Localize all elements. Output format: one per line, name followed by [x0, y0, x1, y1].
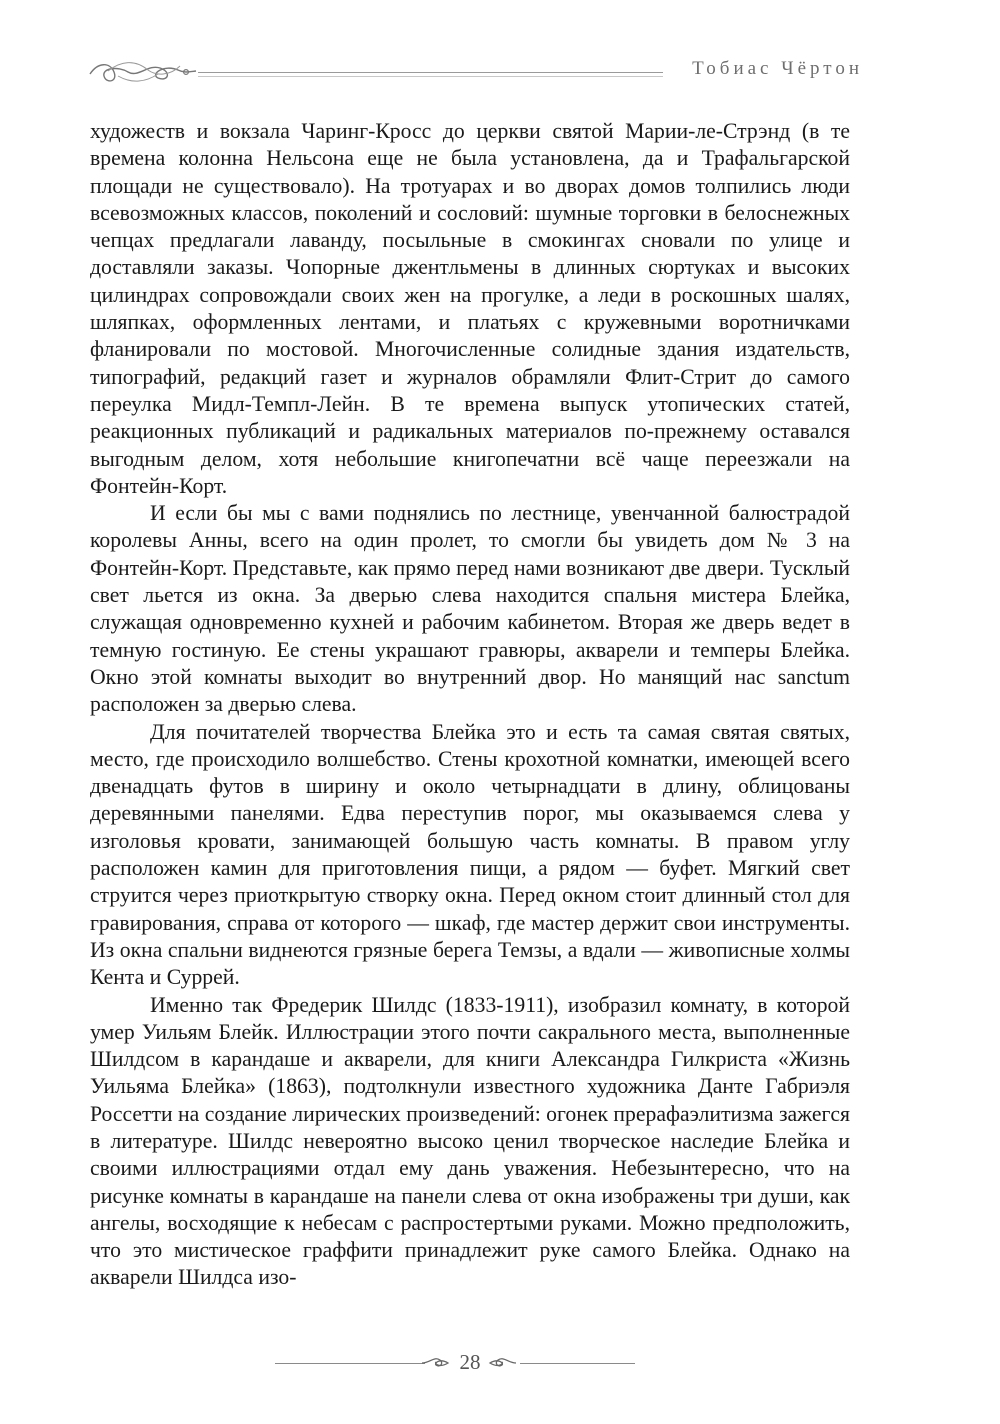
page-footer — [0, 1350, 1000, 1380]
footer-rule-right — [520, 1363, 635, 1364]
body-text — [90, 118, 850, 1292]
footer-rule-left — [275, 1363, 425, 1364]
running-header — [88, 52, 863, 92]
paragraph: Именно так Фредерик Шилдс (1833-1911), изобразил комнату, в которой умер Уильям Блейк. Иллюстрации этого почти сакрального места, выполненные Шилдсом в карандаше и акварели, для книги Александра Гилкриста «Жизнь Уильяма Блейка» (1863), подтолкнули известного художника Данте Габриэля Россетти на создание лирических произведений: огонек прерафаэлитизма зажегся в литературе. Шилдс невероятно высоко ценил творческое наследие Блейка и своими иллюстрациями отдал ему дань уважения. Небезынтересно, что на рисунке комнаты в карандаше на панели слева от окна изображены три души, как ангелы, восходящие к небесам с распростертыми руками. Можно предположить, что это мистическое граффити принадлежит руке самого Блейка. Однако на акварели Шилдса изо- — [90, 992, 850, 1290]
running-header-author: Тобиас Чёртон — [692, 58, 863, 79]
page-number: 28 — [459, 1350, 481, 1374]
paragraph: художеств и вокзала Чаринг-Кросс до церкви святой Марии-ле-Стрэнд (в те времена колонна Нельсона еще не была установлена, да и Трафальгарской площади не существовало). На тротуарах и во дворах домов толпились люди всевозможных классов, поколений и сословий: шумные торговки в белоснежных чепцах предлагали лаванду, посыльные в смокингах сновали по улице и доставляли заказы. Чопорные джентльмены в длинных сюртуках и высоких цилиндрах сопровождали своих жен на прогулке, а леди в роскошных шалях, шляпках, оформленных лентами, и платьях с кружевными воротничками фланировали по мостовой. Многочисленные солидные здания издательств, типографий, редакций газет и журналов обрамляли Флит-Стрит до самого переулка Мидл-Темпл-Лейн. В те времена выпуск утопических статей, реакционных публикаций и радикальных материалов по-прежнему оставался выгодным делом, хотя небольшие книгопечатни всё чаще переезжали на Фонтейн-Корт. — [90, 119, 850, 498]
flourish-ornament-icon — [88, 58, 198, 86]
header-rule — [198, 72, 663, 77]
footer-ornament-left-icon — [422, 1354, 450, 1374]
paragraph: И если бы мы с вами поднялись по лестнице, увенчанной балюстрадой королевы Анны, всего на один пролет, то смогли бы увидеть дом № 3 на Фонтейн-Корт. Представьте, как прямо перед нами возникают две двери. Тусклый свет льется из окна. За дверью слева находится спальня мистера Блейка, служащая одновременно кухней и рабочим кабинетом. Вторая же дверь ведет в темную гостиную. Ее стены украшают гравюры, акварели и темперы Блейка. Окно этой комнаты выходит во внутренний двор. Но манящий нас sanctum расположен за дверью слева. — [90, 501, 850, 717]
paragraph: Для почитателей творчества Блейка это и есть та самая святая святых, место, где происходило волшебство. Стены крохотной комнатки, имеющей всего двенадцать футов в ширину и около четырнадцати в длину, облицованы деревянными панелями. Едва переступив порог, мы оказываемся слева у изголовья кровати, занимающей большую часть комнаты. В правом углу расположен камин для приготовления пищи, а рядом — буфет. Мягкий свет струится через приоткрытую створку окна. Перед окном стоит длинный стол для гравирования, справа от которого — шкаф, где мастер держит свои инструменты. Из окна спальни виднеются грязные берега Темзы, а вдали — живописные холмы Кента и Суррей. — [90, 719, 850, 990]
footer-ornament-right-icon — [488, 1354, 516, 1374]
